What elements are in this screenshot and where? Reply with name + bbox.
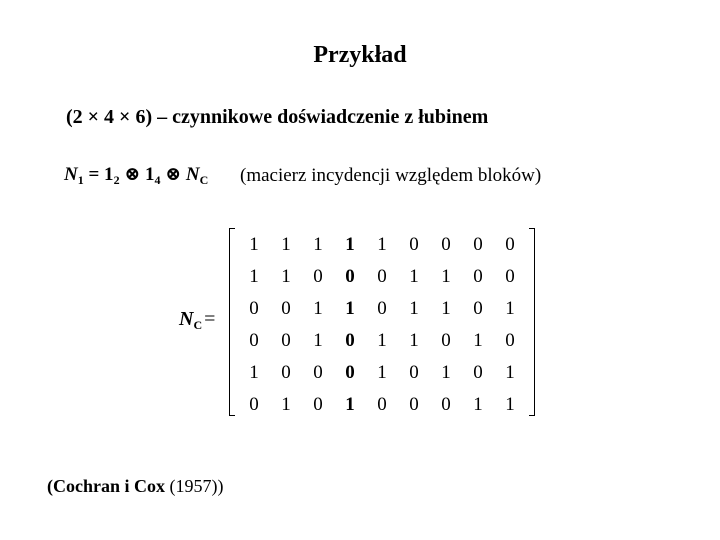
matrix-cell: 1 [505, 298, 515, 319]
matrix-cell: 0 [281, 330, 291, 351]
matrix-cell: 1 [441, 266, 451, 287]
matrix-cell: 1 [281, 266, 291, 287]
matrix-row [238, 261, 526, 293]
matrix-cell: 0 [473, 362, 483, 383]
matrix-cell: 0 [441, 394, 451, 415]
matrix-cell: 0 [409, 362, 419, 383]
matrix-cell: 0 [281, 362, 291, 383]
matrix-cell: 0 [409, 234, 419, 255]
formula-lhs-symbol: N [64, 164, 78, 185]
matrix-cell: 0 [345, 362, 355, 383]
matrix-row [238, 357, 526, 389]
slide-subtitle: (2 × 4 × 6) – czynnikowe doświadczenie z łubinem [66, 106, 489, 128]
matrix-cell: 1 [281, 234, 291, 255]
formula-one-subscript-b: 4 [154, 173, 161, 187]
matrix-label [179, 308, 215, 333]
matrix-cell: 1 [473, 394, 483, 415]
formula-one-subscript-a: 2 [113, 173, 120, 187]
matrix-right-bracket [529, 228, 535, 416]
formula-lhs-subscript: 1 [77, 173, 84, 187]
incidence-matrix-note: (macierz incydencji względem bloków) [240, 165, 542, 186]
matrix-cell: 1 [409, 330, 419, 351]
matrix-cell: 0 [409, 394, 419, 415]
matrix-cell: 0 [377, 266, 387, 287]
matrix-cell: 0 [313, 394, 323, 415]
formula-otimes: ⊗ [160, 164, 186, 185]
matrix-cell: 0 [313, 362, 323, 383]
matrix-row [238, 229, 526, 261]
incidence-matrix [238, 229, 526, 421]
matrix-cell: 1 [345, 298, 355, 319]
matrix-cell: 1 [249, 266, 259, 287]
matrix-cell: 1 [313, 330, 323, 351]
formula-otimes-one: ⊗ 1 [119, 164, 155, 185]
matrix-row [238, 325, 526, 357]
matrix-cell: 1 [441, 362, 451, 383]
matrix-cell: 0 [473, 234, 483, 255]
formula-rhs-symbol: N [185, 164, 200, 185]
matrix-cell: 1 [505, 394, 515, 415]
matrix-cell: 0 [441, 234, 451, 255]
matrix-label-equals: = [204, 308, 216, 330]
source-authors: (Cochran i Cox [47, 476, 165, 496]
matrix-cell: 0 [249, 298, 259, 319]
source-citation [47, 476, 223, 497]
matrix-cell: 1 [441, 298, 451, 319]
matrix-cell: 0 [505, 330, 515, 351]
matrix-cell: 0 [505, 234, 515, 255]
matrix-cell: 0 [313, 266, 323, 287]
matrix-cell: 0 [473, 266, 483, 287]
matrix-cell: 1 [377, 234, 387, 255]
matrix-label-symbol: N [179, 308, 194, 330]
matrix-row [238, 389, 526, 421]
matrix-cell: 0 [473, 298, 483, 319]
kronecker-formula [64, 163, 208, 188]
matrix-cell: 1 [345, 394, 355, 415]
matrix-label-subscript: C [193, 318, 203, 332]
matrix-cell: 1 [505, 362, 515, 383]
matrix-cell: 0 [345, 330, 355, 351]
formula-rhs-subscript: C [199, 173, 209, 187]
matrix-cell: 0 [377, 298, 387, 319]
matrix-cell: 0 [441, 330, 451, 351]
matrix-cell: 1 [377, 330, 387, 351]
matrix-cell: 1 [409, 298, 419, 319]
matrix-cell: 0 [377, 394, 387, 415]
matrix-cell: 0 [281, 298, 291, 319]
source-year: (1957)) [165, 476, 224, 496]
slide-title: Przykład [313, 42, 407, 68]
matrix-cell: 1 [345, 234, 355, 255]
matrix-cell: 1 [313, 298, 323, 319]
matrix-cell: 1 [313, 234, 323, 255]
matrix-cell: 1 [249, 362, 259, 383]
matrix-cell: 1 [249, 234, 259, 255]
matrix-cell: 0 [249, 330, 259, 351]
matrix-cell: 1 [281, 394, 291, 415]
matrix-cell: 0 [505, 266, 515, 287]
matrix-left-bracket [229, 228, 235, 416]
matrix-cell: 1 [377, 362, 387, 383]
matrix-cell: 1 [409, 266, 419, 287]
matrix-cell: 0 [345, 266, 355, 287]
matrix-row [238, 293, 526, 325]
formula-equals-one: = 1 [83, 164, 114, 185]
matrix-cell: 0 [249, 394, 259, 415]
matrix-cell: 1 [473, 330, 483, 351]
